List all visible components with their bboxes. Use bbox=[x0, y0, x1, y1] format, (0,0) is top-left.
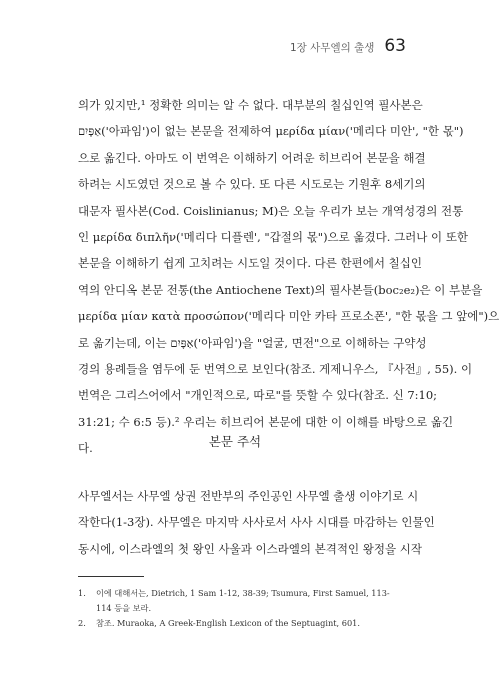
paragraph-line: 인 μερίδα διπλῆν('메리다 디플렌', "갑절의 몫")으로 옮겼다. 그러나 이 또한 bbox=[78, 230, 469, 245]
footnote-number: 1. bbox=[78, 588, 86, 598]
chapter-title: 1장 사무엘의 출생 bbox=[290, 42, 375, 54]
footnote-item bbox=[78, 586, 396, 616]
page-number: 63 bbox=[384, 36, 406, 56]
paragraph-line: 다. bbox=[78, 441, 93, 456]
footnote-text: 이에 대해서는, Dietrich, 1 Sam 1-12, 38-39; Tsumura, First Samuel, 113-114 등을 보라. bbox=[96, 588, 390, 613]
paragraph-line: 의가 있지만,¹ 정확한 의미는 알 수 없다. 대부분의 칠십인역 필사본은 bbox=[78, 98, 423, 112]
commentary-paragraph bbox=[78, 483, 435, 562]
footnote-number: 2. bbox=[78, 618, 86, 628]
running-header bbox=[290, 36, 406, 56]
paragraph-line: 하려는 시도였던 것으로 볼 수 있다. 또 다른 시도로는 기원후 8세기의 bbox=[78, 177, 426, 192]
paragraph-line: 대문자 필사본(Cod. Coislinianus; M)은 오늘 우리가 보는 개역성경의 전통 bbox=[78, 203, 464, 218]
paragraph-line: 작한다(1-3장). 사무엘은 마지막 사사로서 사사 시대를 마감하는 인물인 bbox=[78, 515, 435, 530]
paragraph-line: 본문을 이해하기 쉽게 고치려는 시도일 것이다. 다른 한편에서 칠십인 bbox=[78, 256, 422, 271]
paragraph-line: 31:21; 수 6:5 등).² 우리는 히브리어 본문에 대한 이 이해를 바탕으로 옮긴 bbox=[78, 414, 454, 429]
paragraph-line: μερίδα μίαν κατὰ προσώπον('메리다 미안 카타 프로소폰', "한 몫을 그 앞에")으 bbox=[78, 309, 499, 324]
footnote-item bbox=[78, 616, 396, 631]
footnotes bbox=[78, 586, 396, 631]
footnote-divider bbox=[78, 576, 144, 577]
paragraph-line: 로 옮기는데, 이는 אַפָּיִם('아파임')을 "얼굴, 면전"으로 이해하는 구약성 bbox=[78, 335, 427, 350]
section-heading: 본문 주석 bbox=[208, 434, 262, 449]
paragraph-line: 동시에, 이스라엘의 첫 왕인 사울과 이스라엘의 본격적인 왕정을 시작 bbox=[78, 541, 422, 556]
paragraph-line: 번역은 그리스어에서 "개인적으로, 따로"를 뜻할 수 있다(참조. 신 7:10; bbox=[78, 388, 438, 403]
main-paragraph bbox=[78, 92, 499, 462]
paragraph-line: 사무엘서는 사무엘 상권 전반부의 주인공인 사무엘 출생 이야기로 시 bbox=[78, 489, 419, 503]
paragraph-line: 역의 안디옥 본문 전통(the Antiochene Text)의 필사본들(boc₂e₂)은 이 부분을 bbox=[78, 282, 483, 297]
paragraph-line: אַפָּיִם('아파임')이 없는 본문을 전제하여 μερίδα μίαν('메리다 미안', "한 몫") bbox=[78, 124, 464, 139]
footnote-text: 참조. Muraoka, A Greek-English Lexicon of the Septuagint, 601. bbox=[96, 618, 360, 628]
paragraph-line: 으로 옮긴다. 아마도 이 번역은 이해하기 어려운 히브리어 본문을 해결 bbox=[78, 150, 426, 165]
paragraph-line: 경의 용례들을 염두에 둔 번역으로 보인다(참조. 게제니우스, 『사전』, 55). 이 bbox=[78, 362, 473, 377]
